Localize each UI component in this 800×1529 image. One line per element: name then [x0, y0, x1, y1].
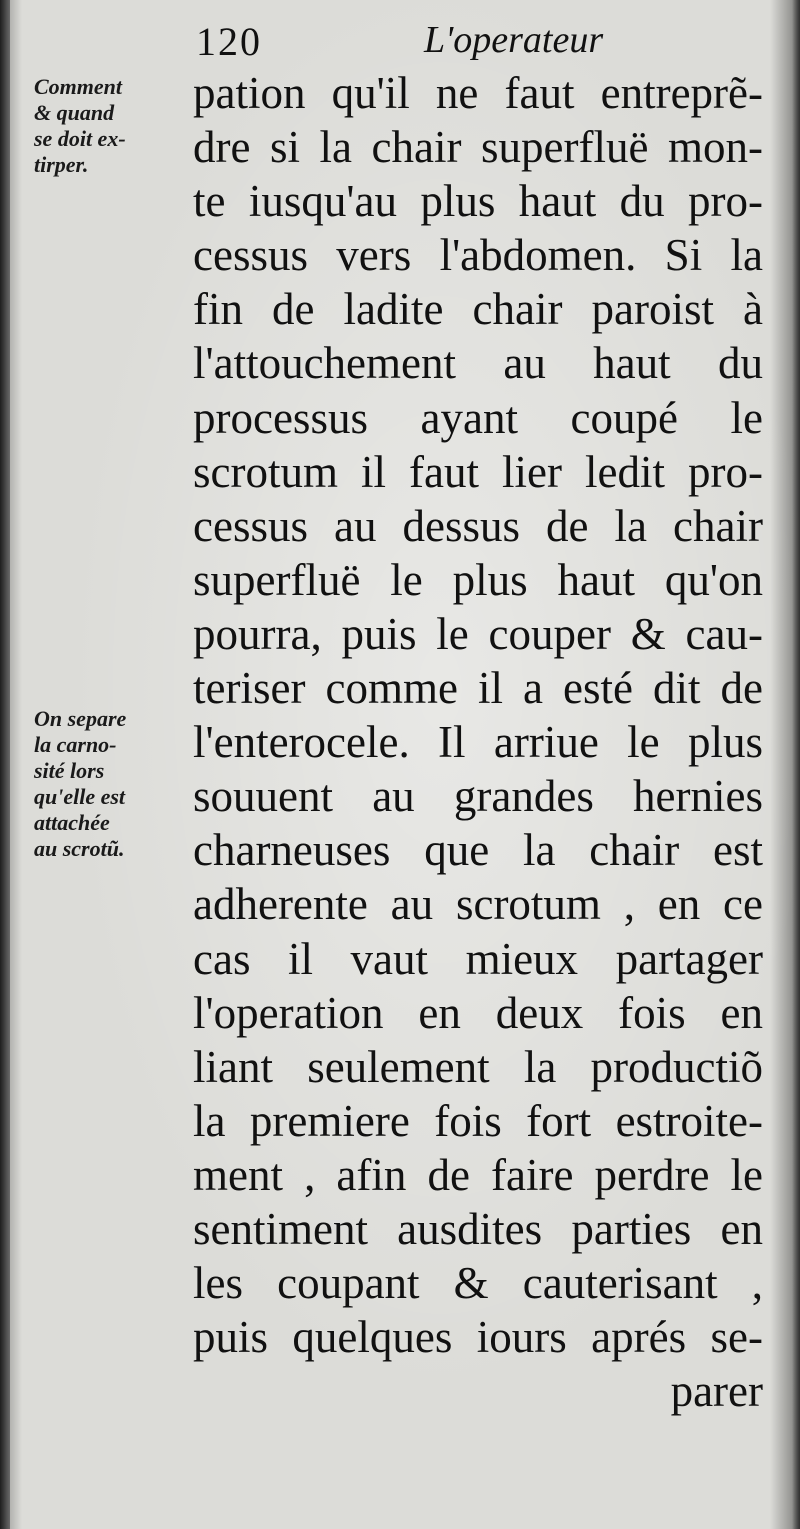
page-edge-shadow — [792, 0, 800, 1529]
text-line: cessus au dessus de la chair — [193, 500, 763, 551]
margin-note-line: tirper. — [34, 152, 89, 177]
text-line: ment , afin de faire perdre le — [193, 1149, 763, 1200]
text-line: scrotum il faut lier ledit pro- — [193, 446, 763, 497]
text-line: te iusqu'au plus haut du pro- — [193, 176, 763, 227]
margin-note-line: On separe — [34, 706, 127, 731]
margin-note-line: qu'elle est — [34, 784, 126, 809]
text-line: cas il vaut mieux partager — [193, 933, 763, 984]
margin-note-line: & quand — [34, 100, 115, 125]
margin-note-line: attachée — [34, 810, 110, 835]
margin-note-carnosity — [34, 706, 182, 862]
text-line: pation qu'il ne faut entreprẽ- — [193, 68, 763, 118]
margin-note-line: la carno- — [34, 732, 117, 757]
text-line: teriser comme il a esté dit de — [193, 663, 763, 714]
text-line: charneuses que la chair est — [193, 825, 763, 876]
text-line: superfluë le plus haut qu'on — [193, 554, 763, 605]
text-line: l'enterocele. Il arriue le plus — [193, 717, 763, 768]
margin-note-line: au scrotũ. — [34, 836, 125, 861]
running-title: L'operateur — [424, 19, 604, 61]
text-line: puis quelques iours aprés se- — [193, 1312, 763, 1363]
text-line: processus ayant coupé le — [193, 392, 763, 443]
margin-note-line: se doit ex- — [34, 126, 126, 151]
margin-note-extirpation — [34, 74, 182, 178]
body-text — [193, 66, 763, 1418]
text-line: sentiment ausdites parties en — [193, 1203, 763, 1254]
text-line: fin de ladite chair paroist à — [193, 284, 763, 335]
text-line: liant seulement la productiõ — [193, 1041, 763, 1092]
page-number: 120 — [196, 19, 262, 64]
text-line: les coupant & cauterisant , — [193, 1258, 763, 1309]
text-line: dre si la chair superfluë mon- — [193, 122, 763, 173]
running-head — [196, 18, 756, 64]
catchword: parer — [670, 1366, 763, 1417]
text-line: pourra, puis le couper & cau- — [193, 608, 763, 659]
text-line: souuent au grandes hernies — [193, 771, 763, 822]
margin-note-line: Comment — [34, 74, 123, 99]
page-gutter-shadow — [0, 0, 10, 1529]
text-line: l'attouchement au haut du — [193, 338, 763, 389]
text-line: la premiere fois fort estroite- — [193, 1095, 763, 1146]
text-line: l'operation en deux fois en — [193, 987, 763, 1038]
text-line: cessus vers l'abdomen. Si la — [193, 230, 763, 281]
margin-note-line: sité lors — [34, 758, 105, 783]
text-line: adherente au scrotum , en ce — [193, 879, 763, 930]
